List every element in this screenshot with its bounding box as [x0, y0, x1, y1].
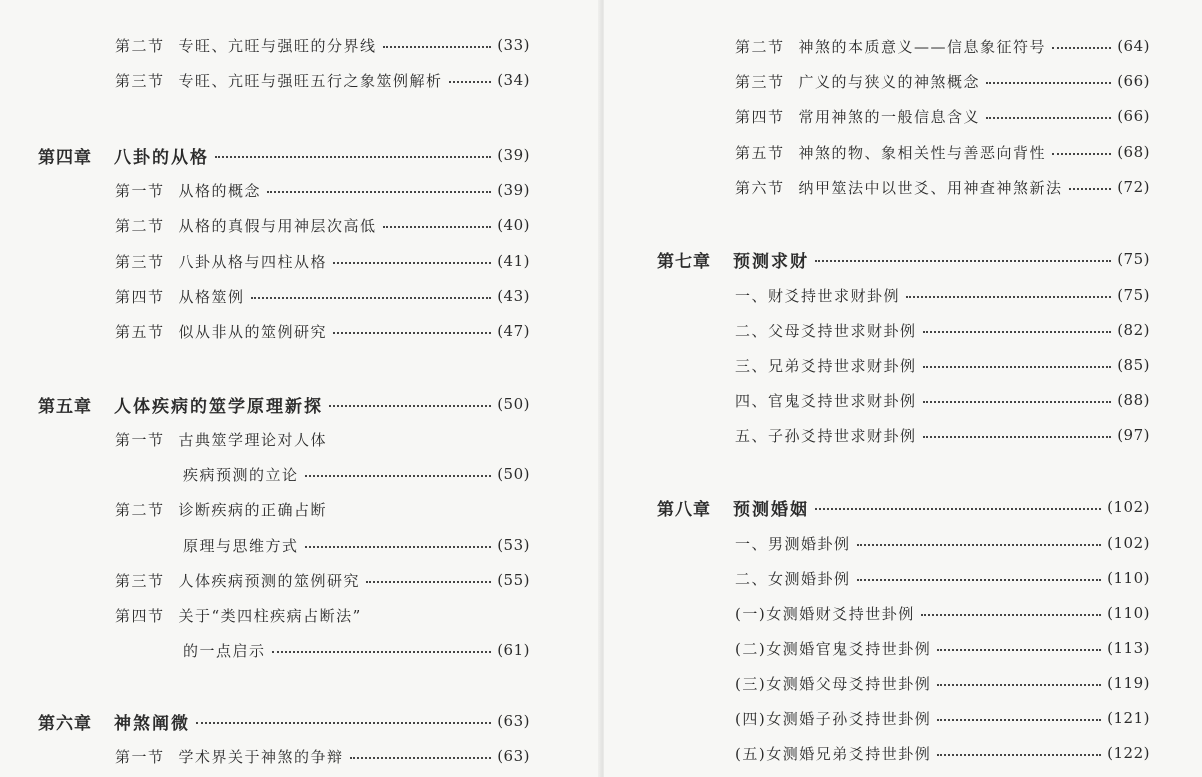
leader-dots [986, 117, 1111, 119]
toc-entry [115, 425, 530, 453]
entry-title: 人体疾病预测的筮例研究 [178, 571, 361, 590]
entry-title: (五)女测婚兄弟爻持世卦例 [735, 744, 932, 763]
page-number: (55) [497, 571, 530, 589]
leader-dots [937, 684, 1101, 686]
entry-title: (三)女测婚父母爻持世卦例 [735, 674, 932, 693]
page-number: (34) [497, 71, 530, 89]
entry-title: 古典筮学理论对人体 [178, 430, 328, 449]
toc-entry [115, 282, 530, 310]
toc-entry [115, 317, 530, 345]
toc-entry [735, 529, 1150, 557]
section-number: 第二节 [735, 37, 785, 56]
entry-title: 一、男测婚卦例 [735, 534, 851, 553]
toc-entry [735, 316, 1150, 344]
leader-dots [923, 366, 1112, 368]
entry-title: 疾病预测的立论 [183, 465, 299, 484]
leader-dots [923, 436, 1112, 438]
page-number: (39) [497, 146, 530, 164]
toc-entry [735, 599, 1150, 627]
section-number: 第三节 [115, 252, 165, 271]
section-number: 第四节 [115, 606, 165, 625]
entry-title: 常用神煞的一般信息含义 [798, 107, 981, 126]
section-number: 第三节 [115, 571, 165, 590]
leader-dots [251, 297, 492, 299]
toc-entry [735, 351, 1150, 379]
page-number: (122) [1107, 744, 1150, 762]
chapter-title: 八卦的从格 [114, 147, 209, 168]
leader-dots [815, 260, 1111, 262]
page-number: (72) [1117, 178, 1150, 196]
chapter-number: 第五章 [38, 396, 92, 417]
page-number: (75) [1117, 250, 1150, 268]
page-number: (61) [497, 641, 530, 659]
entry-title: 学术界关于神煞的争辩 [178, 747, 344, 766]
section-number: 第四节 [115, 287, 165, 306]
entry-title: 诊断疾病的正确占断 [178, 500, 328, 519]
leader-dots [329, 405, 491, 407]
leader-dots [383, 226, 492, 228]
toc-entry [115, 176, 530, 204]
toc-entry [735, 634, 1150, 662]
section-number: 第三节 [115, 71, 165, 90]
page-number: (66) [1117, 72, 1150, 90]
section-number: 第五节 [735, 143, 785, 162]
chapter-number: 第七章 [657, 251, 711, 272]
leader-dots [1052, 153, 1111, 155]
chapter-number: 第八章 [657, 499, 711, 520]
toc-entry [735, 67, 1150, 95]
leader-dots [350, 757, 492, 759]
entry-title: 专旺、亢旺与强旺五行之象筮例解析 [178, 71, 443, 90]
chapter-title: 神煞阐微 [114, 713, 190, 734]
entry-title: (一)女测婚财爻持世卦例 [735, 604, 915, 623]
leader-dots [267, 191, 491, 193]
chapter-title: 人体疾病的筮学原理新探 [114, 396, 323, 417]
toc-entry [735, 669, 1150, 697]
leader-dots [272, 651, 492, 653]
leader-dots [333, 332, 491, 334]
leader-dots [305, 546, 492, 548]
section-number: 第六节 [735, 178, 785, 197]
section-number: 第一节 [115, 747, 165, 766]
page-number: (102) [1107, 498, 1150, 516]
entry-title: 原理与思维方式 [183, 536, 299, 555]
leader-dots [857, 544, 1102, 546]
entry-title: 广义的与狭义的神煞概念 [798, 72, 981, 91]
toc-entry-continued [183, 531, 530, 559]
toc-entry [115, 601, 530, 629]
page-number: (63) [497, 747, 530, 765]
page-number: (119) [1107, 674, 1150, 692]
page-number: (68) [1117, 143, 1150, 161]
page-number: (40) [497, 216, 530, 234]
leader-dots [937, 719, 1101, 721]
page-number: (64) [1117, 37, 1150, 55]
entry-title: 一、财爻持世求财卦例 [735, 286, 901, 305]
leader-dots [333, 262, 491, 264]
section-number: 第一节 [115, 430, 165, 449]
toc-entry [735, 173, 1150, 201]
leader-dots [815, 508, 1101, 510]
toc-entry [115, 742, 530, 770]
page-number: (82) [1117, 321, 1150, 339]
leader-dots [923, 331, 1112, 333]
leader-dots [906, 296, 1111, 298]
entry-title: 二、女测婚卦例 [735, 569, 851, 588]
toc-chapter [657, 245, 1150, 273]
leader-dots [937, 754, 1101, 756]
leader-dots [1052, 47, 1111, 49]
toc-entry [735, 564, 1150, 592]
leader-dots [383, 46, 492, 48]
entry-title: 八卦从格与四柱从格 [178, 252, 328, 271]
toc-entry-continued [183, 460, 530, 488]
leader-dots [921, 614, 1101, 616]
toc-entry [115, 31, 530, 59]
entry-title: (二)女测婚官鬼爻持世卦例 [735, 639, 932, 658]
entry-title: 五、子孙爻持世求财卦例 [735, 426, 917, 445]
page-number: (102) [1107, 534, 1150, 552]
toc-entry [735, 704, 1150, 732]
toc-chapter [38, 141, 530, 169]
section-number: 第三节 [735, 72, 785, 91]
leader-dots [196, 722, 491, 724]
entry-title: 从格的真假与用神层次高低 [178, 216, 377, 235]
entry-title: 神煞的物、象相关性与善恶向背性 [798, 143, 1047, 162]
entry-title: 二、父母爻持世求财卦例 [735, 321, 917, 340]
section-number: 第五节 [115, 322, 165, 341]
toc-entry [735, 739, 1150, 767]
page-number: (110) [1107, 604, 1150, 622]
entry-title: 的一点启示 [183, 641, 266, 660]
section-number: 第二节 [115, 216, 165, 235]
toc-entry [115, 247, 530, 275]
toc-entry [115, 211, 530, 239]
leader-dots [215, 156, 491, 158]
toc-entry [115, 566, 530, 594]
toc-entry [735, 32, 1150, 60]
toc-chapter [38, 390, 530, 418]
page-number: (88) [1117, 391, 1150, 409]
entry-title: (四)女测婚子孙爻持世卦例 [735, 709, 932, 728]
chapter-number: 第六章 [38, 713, 92, 734]
chapter-number: 第四章 [38, 147, 92, 168]
page-number: (63) [497, 712, 530, 730]
page-number: (97) [1117, 426, 1150, 444]
page-number: (113) [1107, 639, 1150, 657]
leader-dots [923, 401, 1112, 403]
entry-title: 四、官鬼爻持世求财卦例 [735, 391, 917, 410]
page-number: (53) [497, 536, 530, 554]
toc-entry [735, 102, 1150, 130]
page-number: (41) [497, 252, 530, 270]
chapter-title: 预测婚姻 [733, 499, 809, 520]
entry-title: 关于“类四柱疾病占断法” [178, 606, 362, 625]
page-number: (47) [497, 322, 530, 340]
chapter-title: 预测求财 [733, 251, 809, 272]
toc-chapter [38, 707, 530, 735]
page-number: (121) [1107, 709, 1150, 727]
toc-entry [735, 138, 1150, 166]
section-number: 第一节 [115, 181, 165, 200]
leader-dots [986, 82, 1111, 84]
entry-title: 三、兄弟爻持世求财卦例 [735, 356, 917, 375]
entry-title: 专旺、亢旺与强旺的分界线 [178, 36, 377, 55]
section-number: 第二节 [115, 36, 165, 55]
section-number: 第二节 [115, 500, 165, 519]
toc-entry [115, 495, 530, 523]
leader-dots [305, 475, 492, 477]
toc-entry [735, 386, 1150, 414]
toc-entry [115, 66, 530, 94]
leader-dots [1069, 188, 1112, 190]
page-number: (33) [497, 36, 530, 54]
page-number: (66) [1117, 107, 1150, 125]
page-number: (75) [1117, 286, 1150, 304]
entry-title: 纳甲筮法中以世爻、用神查神煞新法 [798, 178, 1063, 197]
page-number: (110) [1107, 569, 1150, 587]
leader-dots [937, 649, 1101, 651]
entry-title: 从格的概念 [178, 181, 262, 200]
entry-title: 似从非从的筮例研究 [178, 322, 328, 341]
left-page [0, 0, 600, 777]
toc-entry [735, 281, 1150, 309]
page-number: (39) [497, 181, 530, 199]
page-number: (50) [497, 395, 530, 413]
leader-dots [449, 81, 492, 83]
page-number: (43) [497, 287, 530, 305]
toc-entry-continued [183, 636, 530, 664]
entry-title: 神煞的本质意义——信息象征符号 [798, 37, 1047, 56]
leader-dots [366, 581, 491, 583]
toc-entry [735, 421, 1150, 449]
section-number: 第四节 [735, 107, 785, 126]
entry-title: 从格筮例 [178, 287, 245, 306]
toc-chapter [657, 493, 1150, 521]
page-number: (50) [497, 465, 530, 483]
page-number: (85) [1117, 356, 1150, 374]
leader-dots [857, 579, 1102, 581]
